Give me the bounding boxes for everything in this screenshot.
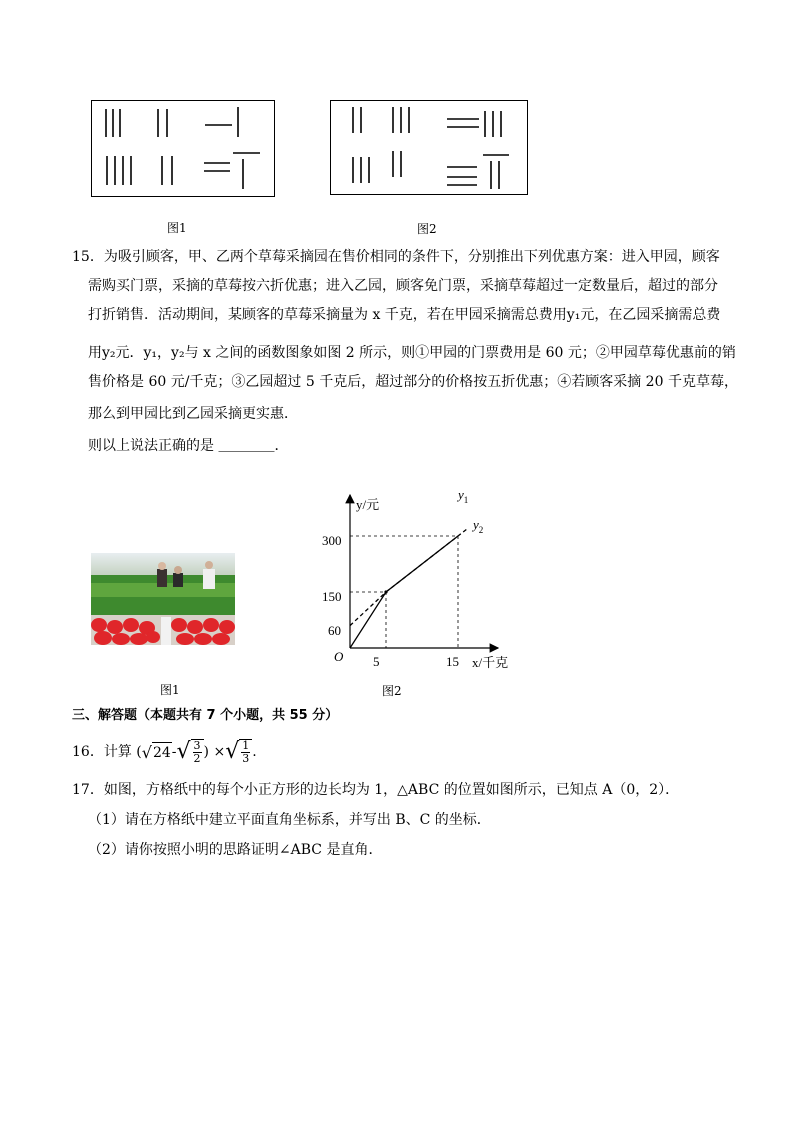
q15-line-2: 需购买门票，采摘的草莓按六折优惠；进入乙园，顾客免门票，采摘草莓超过一定数量后，超过的部分 (88, 278, 718, 294)
strawberry-photo-drawing (91, 553, 235, 645)
y-tick-150: 150 (322, 589, 342, 604)
sqrt-sign-icon: √ (225, 739, 240, 764)
q15-line-5: 售价格是 60 元/千克；③乙园超过 5 千克后，超过部分的价格按五折优惠；④若顾客采摘 20 千克草莓， (88, 374, 738, 390)
figure-1-caption-top: 图1 (167, 221, 187, 235)
q16-mid: ) × (203, 744, 226, 760)
series-y2-label: $y_2$ (473, 517, 484, 535)
q16-prefix: 16．计算 ( (72, 744, 142, 760)
y-axis-label: y/元 (356, 497, 380, 512)
q16-minus: - (171, 744, 177, 760)
q16-expression (72, 735, 257, 769)
q15-line-3: 打折销售．活动期间，某顾客的草莓采摘量为 x 千克，若在甲园采摘需总费用y₁元，在乙园采摘需总费 (88, 307, 721, 323)
graph-layer (350, 529, 467, 648)
series-y1-line (350, 529, 467, 625)
x-tick-15: 15 (446, 654, 459, 669)
series-y2-line (350, 536, 458, 648)
origin-label: O (334, 649, 344, 664)
q15-line-1: 15．为吸引顾客，甲、乙两个草莓采摘园在售价相同的条件下，分别推出下列优惠方案：进入甲园，顾客 (72, 249, 720, 265)
strawberry-farm-photo (91, 553, 235, 645)
matchstick-figure-2-drawing (331, 101, 527, 194)
intersection-point (384, 590, 387, 593)
q17-sub-1: （1）请在方格纸中建立平面直角坐标系，并写出 B、C 的坐标． (88, 812, 491, 828)
q17-line-1: 17．如图，方格纸中的每个小正方形的边长均为 1，△ABC 的位置如图所示，已知点 A（0，2）． (72, 782, 680, 798)
section-3-title: 三、解答题（本题共有 7 个小题，共 55 分） (72, 708, 339, 723)
x-axis-label: x/千克 (472, 655, 509, 670)
sqrt-sign-icon: √ (141, 742, 152, 762)
q15-figure-2-caption: 图2 (382, 684, 402, 698)
y-tick-60: 60 (328, 623, 341, 638)
q15-line-7: 则以上说法正确的是 ＿＿＿＿． (88, 438, 289, 454)
figure-2-caption-top: 图2 (417, 222, 437, 236)
q16-sqrt-frac-1: √ 3 2 (177, 739, 204, 765)
q16-sqrt-24: √ 24 (141, 742, 171, 762)
q15-figure-1-caption: 图1 (160, 683, 180, 697)
y-tick-300: 300 (322, 533, 342, 548)
q16-end: . (252, 744, 257, 760)
matchstick-figure-1-drawing (92, 101, 274, 196)
function-graph (320, 485, 540, 685)
sqrt-sign-icon: √ (176, 739, 191, 764)
matchstick-figure-2 (330, 100, 528, 195)
matchstick-figure-1 (91, 100, 275, 197)
q15-line-4: 用y₂元．y₁，y₂与 x 之间的函数图象如图 2 所示，则①甲园的门票费用是 60 元；②甲园草莓优惠前的销 (88, 345, 736, 361)
q15-line-6: 那么到甲园比到乙园采摘更实惠． (88, 406, 298, 422)
series-y1-label: $y_1$ (458, 487, 469, 505)
q17-sub-2: （2）请你按照小明的思路证明∠ABC 是直角． (88, 842, 383, 858)
x-tick-5: 5 (373, 654, 380, 669)
q16-sqrt-frac-2: √ 1 3 (225, 739, 252, 765)
